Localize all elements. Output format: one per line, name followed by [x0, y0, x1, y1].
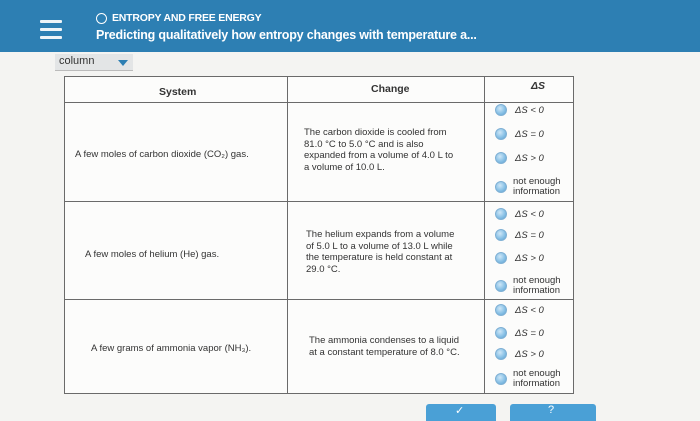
help-button[interactable] — [510, 404, 596, 421]
topic-row — [96, 12, 261, 24]
help-icon: ? — [548, 404, 555, 416]
system-cell: A few moles of helium (He) gas. — [85, 249, 220, 260]
option-radio-r2-ne[interactable]: not enough information — [495, 276, 573, 296]
entropy-table — [64, 76, 574, 394]
option-radio-r3-lt[interactable]: ΔS < 0 — [495, 304, 544, 316]
chevron-down-icon — [118, 60, 128, 66]
topic-label: ENTROPY AND FREE ENERGY — [112, 12, 262, 24]
header-change: Change — [371, 83, 410, 95]
option-radio-r3-gt[interactable]: ΔS > 0 — [495, 348, 544, 360]
option-radio-r1-lt[interactable]: ΔS < 0 — [495, 104, 544, 116]
option-radio-r2-lt[interactable]: ΔS < 0 — [495, 208, 544, 220]
option-radio-r2-eq[interactable]: ΔS = 0 — [495, 229, 544, 241]
option-radio-r1-gt[interactable]: ΔS > 0 — [495, 152, 544, 164]
option-radio-r2-gt[interactable]: ΔS > 0 — [495, 252, 544, 264]
change-cell: The ammonia condenses to a liquid at a constant temperature of 8.0 °C. — [309, 335, 460, 358]
check-icon: ✓ — [455, 405, 465, 417]
system-cell: A few grams of ammonia vapor (NH₃). — [91, 343, 252, 354]
check-button[interactable] — [426, 404, 496, 421]
dropdown-label: column — [59, 55, 95, 67]
column-dropdown[interactable] — [55, 54, 133, 71]
header-bar — [0, 0, 700, 52]
system-cell: A few moles of carbon dioxide (CO₂) gas. — [75, 149, 249, 160]
header-system: System — [159, 86, 197, 98]
change-cell: The carbon dioxide is cooled from 81.0 °C to 5.0 °C and is also expanded from a volume of 4.0 L to a volume of 10.0 L. — [304, 127, 454, 173]
option-radio-r3-eq[interactable]: ΔS = 0 — [495, 327, 544, 339]
change-cell: The helium expands from a volume of 5.0 L to a volume of 13.0 L while the temperature is held constant at 29.0 °C. — [306, 229, 455, 275]
option-radio-r1-ne[interactable]: not enough information — [495, 177, 573, 197]
menu-icon[interactable] — [40, 20, 62, 40]
option-radio-r3-ne[interactable]: not enough information — [495, 369, 573, 389]
topic-circle-icon — [96, 13, 107, 24]
header-delta-s: ΔS — [531, 80, 546, 92]
page-title: Predicting qualitatively how entropy changes with temperature a... — [96, 28, 477, 42]
option-radio-r1-eq[interactable]: ΔS = 0 — [495, 128, 544, 140]
